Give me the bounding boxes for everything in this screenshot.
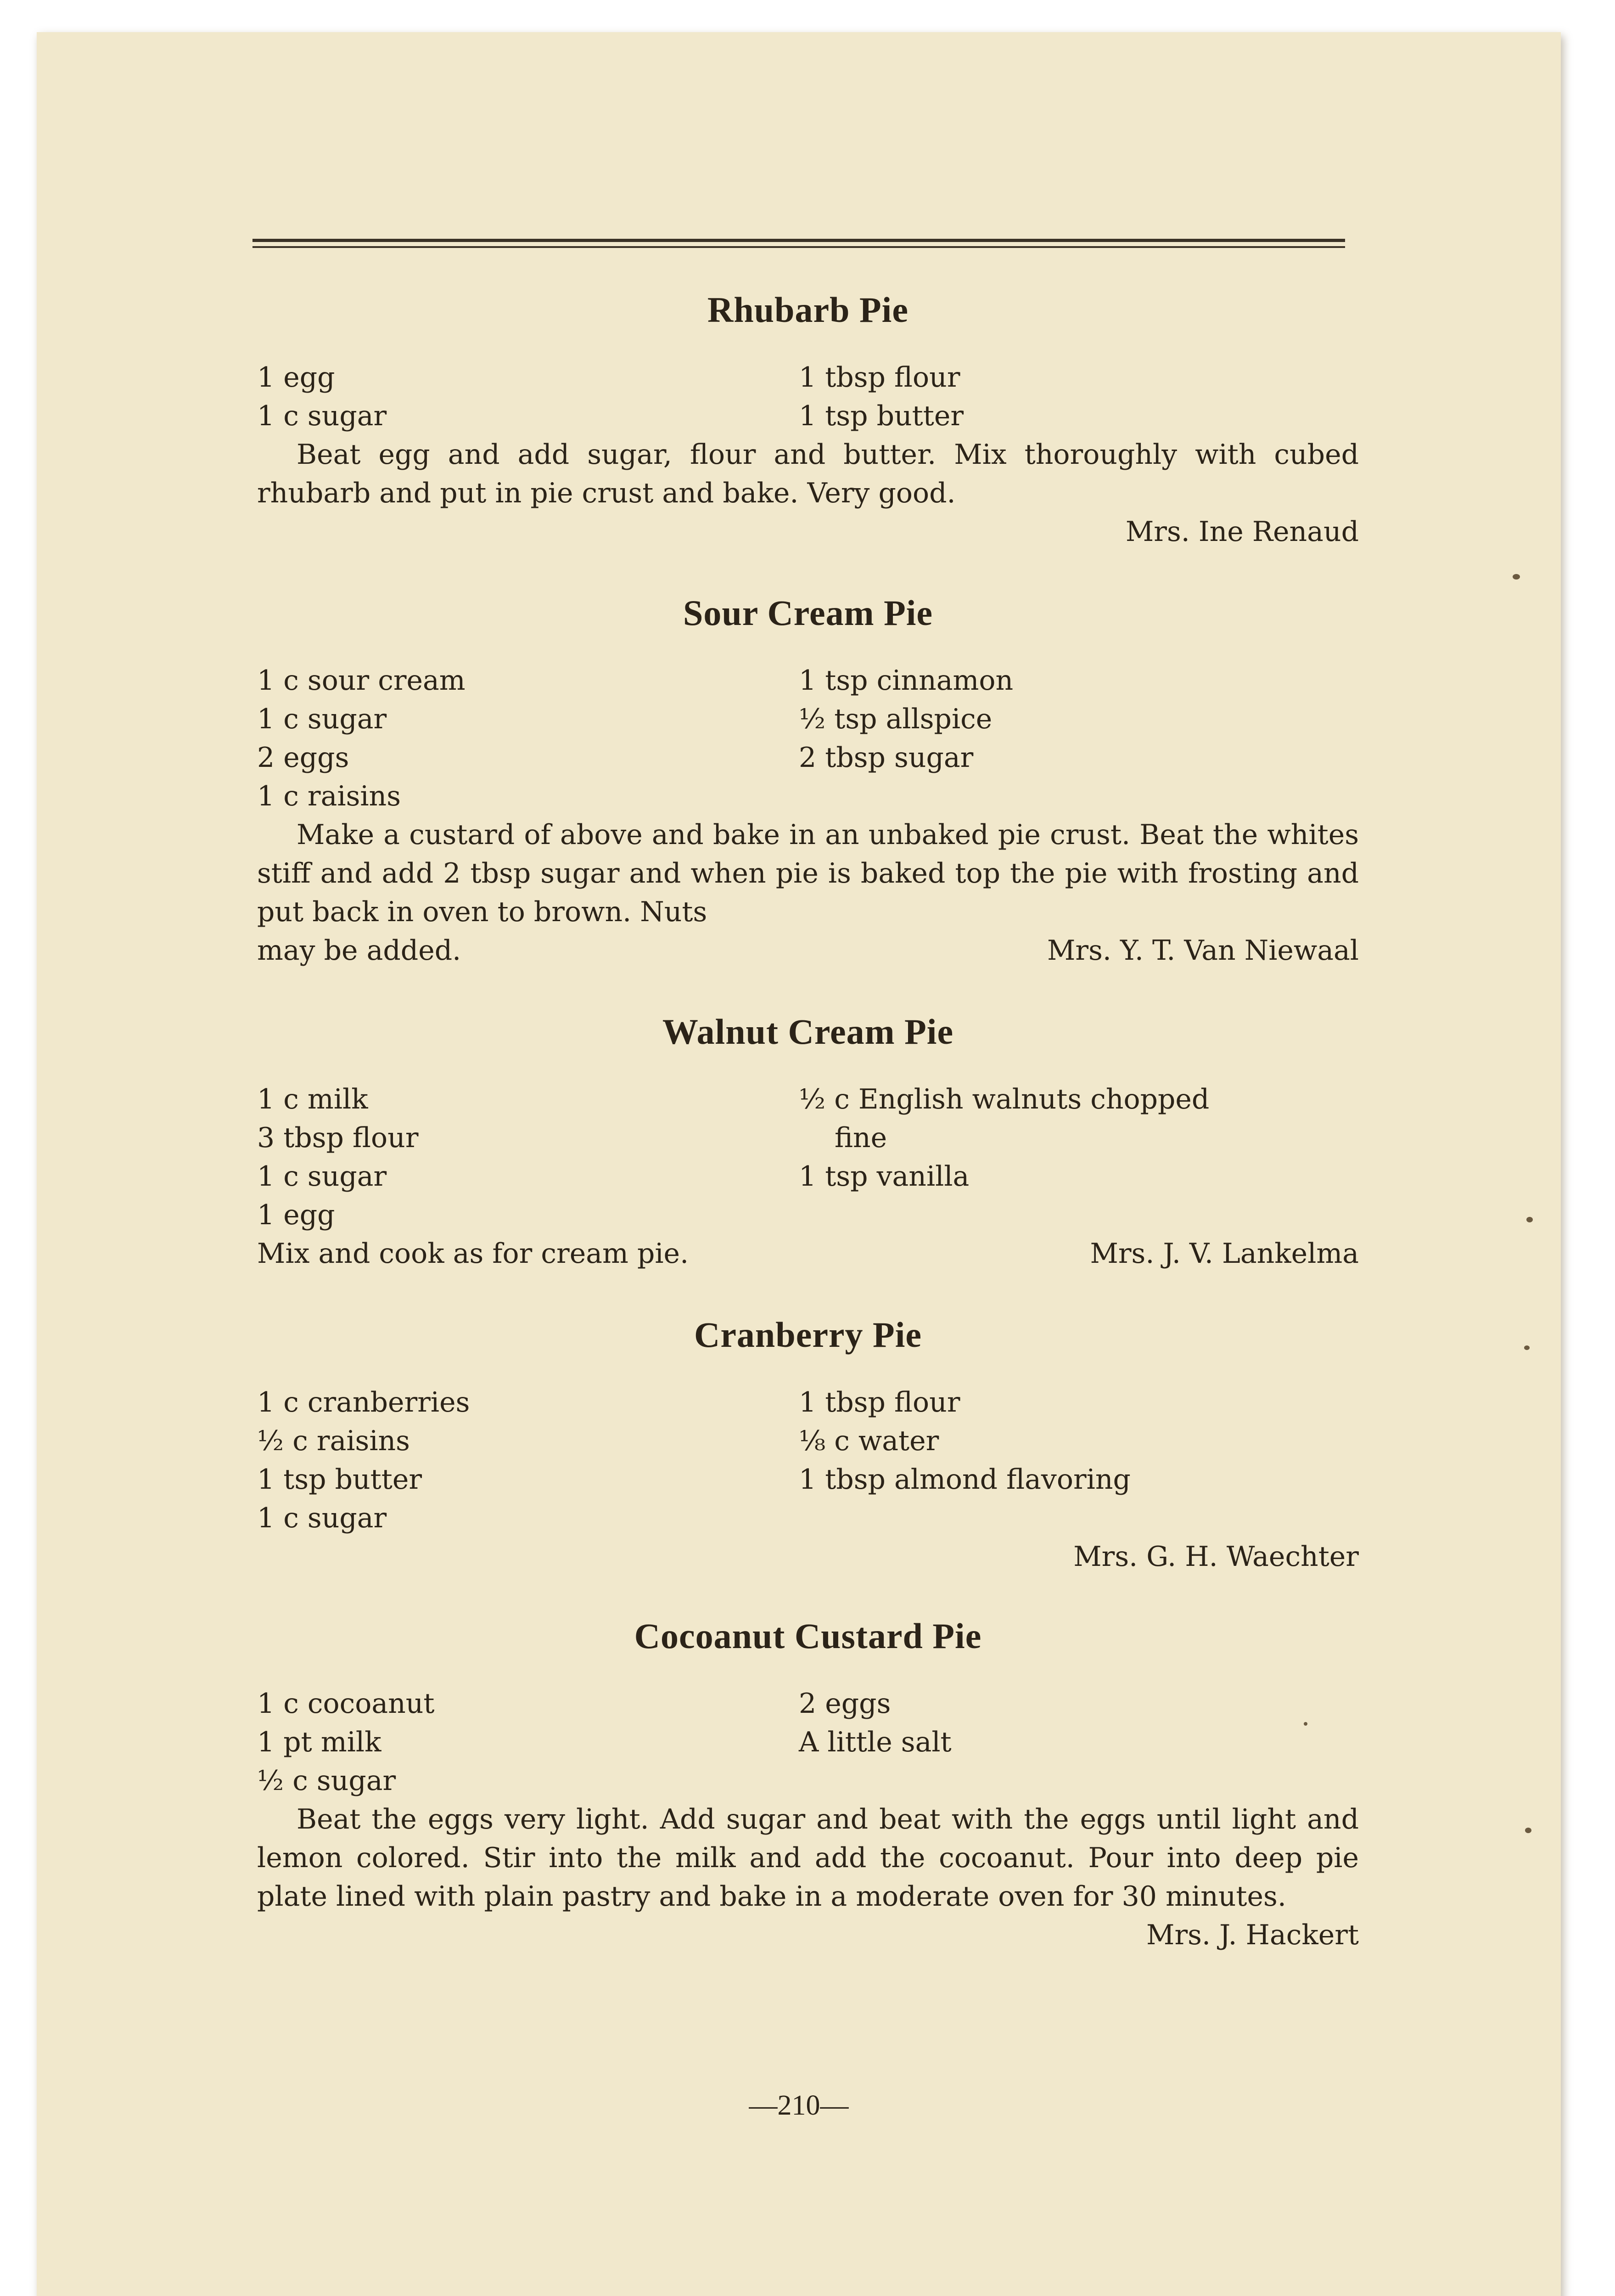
top-rule-thin (252, 246, 1345, 248)
ingredients-right (799, 358, 1359, 435)
paper-speck (1526, 1217, 1533, 1222)
ingredients-left (257, 1383, 799, 1537)
ingredient: ⅛ c water (799, 1425, 939, 1457)
recipe-cocoanut-custard-pie (257, 1615, 1359, 1954)
page-content (257, 289, 1359, 1954)
recipe-signature: Mrs. J. Hackert (1146, 1919, 1359, 1951)
paper-speck (1513, 574, 1520, 580)
ingredient: 1 tbsp almond flavoring (799, 1463, 1131, 1496)
ingredient: ½ c English walnuts chopped (799, 1083, 1210, 1115)
paper-speck (1525, 1828, 1531, 1833)
top-rule (252, 239, 1345, 242)
recipe-method: Beat the eggs very light. Add sugar and beat with the eggs until light and lemon colored. Stir into the milk and add the cocoanut. Pour into deep pie plate lined with plain pastry and bake in a moderate oven for 30 minutes. (257, 1803, 1359, 1913)
ingredient: 1 tbsp flour (799, 1386, 960, 1418)
ingredient: 1 egg (257, 361, 335, 394)
ingredient: 1 egg (257, 1199, 335, 1231)
ingredient: 1 c cranberries (257, 1386, 470, 1418)
recipe-method: Beat egg and add sugar, flour and butter. Mix thoroughly with cubed rhubarb and put in pie crust and bake. Very good. (257, 439, 1359, 509)
recipe-title: Sour Cream Pie (683, 593, 933, 633)
recipe-rhubarb-pie (257, 289, 1359, 551)
recipe-method: Mix and cook as for cream pie. (257, 1238, 689, 1270)
ingredients-right (799, 1080, 1359, 1234)
ingredient-list (257, 1684, 1359, 1800)
ingredient: 1 tbsp flour (799, 361, 960, 394)
ingredient: 1 tsp butter (799, 400, 964, 432)
ingredient: 1 tsp vanilla (799, 1160, 970, 1193)
ingredient-list (257, 1383, 1359, 1537)
recipe-signature: Mrs. Ine Renaud (1125, 516, 1359, 548)
ingredient: 1 c sour cream (257, 664, 465, 697)
ingredient: 1 c cocoanut (257, 1688, 435, 1720)
paper-speck (1304, 1722, 1307, 1726)
ingredient: 1 c milk (257, 1083, 368, 1115)
ingredient-list (257, 661, 1359, 816)
ingredients-left (257, 358, 799, 435)
ingredients-left (257, 661, 799, 816)
ingredient: 1 c sugar (257, 1502, 387, 1534)
ingredients-left (257, 1080, 799, 1234)
ingredient: 1 c raisins (257, 780, 401, 812)
recipe-signature-line (257, 931, 1359, 970)
recipe-title: Rhubarb Pie (707, 290, 908, 330)
ingredients-right (799, 661, 1359, 816)
recipe-sour-cream-pie (257, 592, 1359, 970)
ingredient: A little salt (799, 1726, 952, 1758)
ingredient: 2 tbsp sugar (799, 742, 974, 774)
book-page (37, 32, 1561, 2296)
ingredient: 2 eggs (257, 742, 349, 774)
recipe-title: Cranberry Pie (694, 1315, 922, 1355)
ingredient: 1 pt milk (257, 1726, 381, 1758)
ingredient: ½ tsp allspice (799, 703, 993, 735)
ingredient: 1 c sugar (257, 1160, 387, 1193)
recipe-title: Walnut Cream Pie (662, 1012, 954, 1052)
ingredients-left (257, 1684, 799, 1800)
recipe-cranberry-pie (257, 1314, 1359, 1576)
ingredient: fine (835, 1122, 887, 1154)
ingredient-list (257, 1080, 1359, 1234)
ingredient: 2 eggs (799, 1688, 891, 1720)
ingredient: 3 tbsp flour (257, 1122, 419, 1154)
recipe-signature: Mrs. J. V. Lankelma (1090, 1238, 1359, 1270)
ingredients-right (799, 1684, 1359, 1800)
recipe-signature: Mrs. G. H. Waechter (1073, 1541, 1359, 1573)
ingredient: 1 c sugar (257, 703, 387, 735)
ingredient-list (257, 358, 1359, 435)
ingredient: 1 c sugar (257, 400, 387, 432)
ingredients-right (799, 1383, 1359, 1537)
recipe-method-end: may be added. (257, 934, 461, 967)
ingredient: ½ c raisins (257, 1425, 410, 1457)
paper-speck (1524, 1345, 1530, 1350)
ingredient: 1 tsp cinnamon (799, 664, 1014, 697)
recipe-method: Make a custard of above and bake in an unbaked pie crust. Beat the whites stiff and add 2 tbsp sugar and when pie is baked top the pie with frosting and put back in oven to brown. Nuts (257, 819, 1359, 928)
ingredient: ½ c sugar (257, 1765, 396, 1797)
ingredient: 1 tsp butter (257, 1463, 422, 1496)
recipe-walnut-cream-pie (257, 1011, 1359, 1273)
recipe-title: Cocoanut Custard Pie (634, 1616, 982, 1656)
recipe-signature-line (257, 1234, 1359, 1273)
recipe-signature: Mrs. Y. T. Van Niewaal (1047, 934, 1359, 967)
page-number: —210— (749, 2090, 849, 2121)
